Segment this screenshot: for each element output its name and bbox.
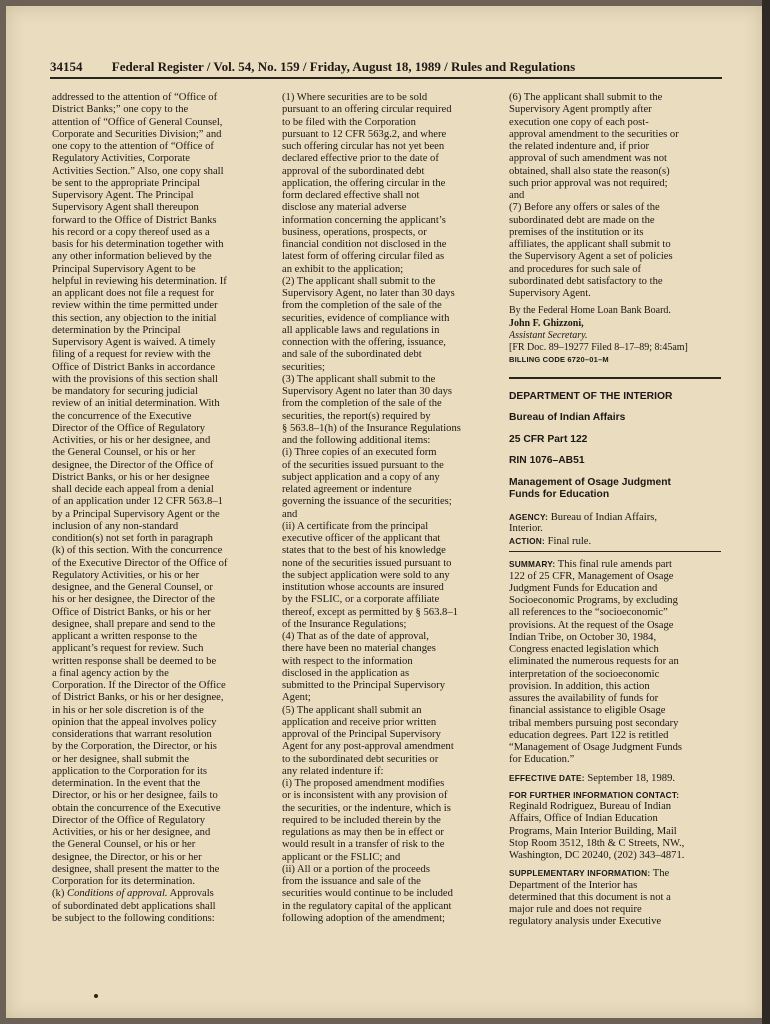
text-line: such offering circular has not yet been	[282, 141, 445, 152]
summary-line: Congress enacted legislation which	[509, 644, 659, 655]
summary-line: education degrees. Part 122 is retitled	[509, 729, 669, 741]
text-line: Regulatory Activities, Corporate	[52, 153, 190, 165]
scan-edge	[762, 0, 770, 1024]
agency-line	[509, 511, 721, 523]
text-line: basis for his determination together with	[52, 239, 224, 250]
summary-line: all references to the “socioeconomic”	[509, 607, 668, 619]
subject-heading-line: Funds for Education	[509, 489, 610, 500]
text-line: declared effective prior to the date of	[282, 153, 439, 165]
text-line: affiliates, the applicant shall submit to	[509, 239, 671, 250]
action-label: ACTION:	[509, 536, 545, 546]
para-k-line: of subordinated debt applications shall	[52, 900, 216, 912]
contact-label-line	[509, 789, 721, 801]
text-line: (ii) All or a portion of the proceeds	[282, 863, 430, 875]
text-line: application, the offering circular in the	[282, 177, 446, 189]
contact-label: FOR FURTHER INFORMATION CONTACT:	[509, 789, 680, 800]
text-line: (3) The applicant shall submit to the	[282, 373, 436, 385]
text-line: be mandatory for securing judicial	[52, 386, 198, 397]
text-line: forward to the Office of District Banks	[52, 214, 217, 226]
text-line: by a Principal Supervisory Agent or the	[52, 508, 220, 520]
document-page	[6, 6, 762, 1018]
text-line: the concurrence of the Executive	[52, 410, 192, 422]
text-line: regulations as may then be in effect or	[282, 827, 444, 838]
column-1-body	[52, 92, 270, 888]
text-line: the Supervisory Agent a set of policies	[509, 251, 673, 263]
summary-line: 122 of 25 CFR, Management of Osage	[509, 570, 674, 582]
rin-heading: RIN 1076–AB51	[509, 455, 585, 466]
contact-line: Stop Room 3512, 18th & C Streets, NW.,	[509, 837, 685, 849]
supp-first: The	[650, 868, 670, 880]
text-line: designee, and the General Counsel, or	[52, 582, 213, 593]
text-line: Supervisory Agent.	[509, 288, 591, 299]
text-line: obtained, shall also state the reason(s)	[509, 165, 670, 177]
text-line: one copy to the attention of “Office of	[52, 141, 214, 152]
para-k-line: be subject to the following conditions:	[52, 912, 215, 924]
text-line: Supervisory Agent promptly after	[509, 104, 652, 116]
text-line: and sale of the subordinated debt	[282, 349, 422, 361]
text-line: thereof, except as permitted by § 563.8–1	[282, 606, 458, 618]
column-3	[509, 92, 721, 929]
text-line: following adoption of the amendment;	[282, 912, 445, 924]
text-line: (7) Before any offers or sales of the	[509, 202, 660, 214]
column-1	[52, 92, 270, 925]
text-line: Supervisory Agent. The Principal	[52, 190, 194, 201]
text-line: condition(s) not set forth in paragraph	[52, 533, 213, 544]
header-rule	[50, 77, 722, 79]
text-line: Supervisory Agent is waived. A timely	[52, 337, 216, 348]
text-line: filing of a request for review with the	[52, 349, 211, 361]
summary-line: “Management of Osage Judgment Funds	[509, 742, 682, 753]
text-line: his or her designee, the Director of the	[52, 594, 215, 606]
text-line: institution whose accounts are insured	[282, 582, 444, 593]
text-line: form declared effective shall not	[282, 190, 420, 201]
text-line: Office of District Banks in accordance	[52, 361, 216, 373]
text-line: securities, the report(s) required by	[282, 410, 431, 422]
text-line: (2) The applicant shall submit to the	[282, 275, 436, 287]
text-line: the General Counsel, or his or her	[52, 447, 196, 459]
text-line: by the Corporation, the Director, or his	[52, 741, 217, 753]
summary-line: assures the availability of funds for	[509, 693, 659, 704]
action-line	[509, 535, 721, 547]
text-line: review of an initial determination. With	[52, 398, 220, 410]
text-line: submitted to the Principal Supervisory	[282, 680, 446, 691]
text-line: there have been no material changes	[282, 643, 436, 655]
running-header	[50, 59, 722, 75]
text-line: helpful in reviewing his determination. If	[52, 275, 227, 287]
text-line: application and receive prior written	[282, 716, 437, 728]
text-line: Corporate and Securities Division;” and	[52, 128, 222, 140]
text-line: District Banks;” one copy to the	[52, 104, 189, 116]
text-line: related agreement or indenture	[282, 484, 412, 495]
text-line: (i) Three copies of an executed form	[282, 447, 437, 459]
text-line: the related indenture and, if prior	[509, 141, 650, 152]
text-line: a final agency action by the	[52, 667, 169, 679]
bureau-heading: Bureau of Indian Affairs	[509, 412, 626, 423]
agency-text: Bureau of Indian Affairs,	[548, 511, 657, 523]
summary-label: SUMMARY:	[509, 559, 556, 570]
column-3-body	[509, 92, 721, 300]
text-line: determination by the Principal	[52, 324, 181, 336]
text-line: considerations that warrant resolution	[52, 729, 212, 740]
text-line: designee, the Director, or his or her	[52, 851, 202, 863]
text-line: designee, shall present the matter to the	[52, 863, 220, 875]
text-line: applicant or the FSLIC; and	[282, 851, 401, 863]
contact-line: Reginald Rodriguez, Bureau of Indian	[509, 801, 672, 812]
text-line: from the issuance and sale of the	[282, 876, 421, 887]
section-rule	[509, 377, 721, 379]
text-line: securities would continue to be included	[282, 888, 453, 900]
text-line: Agent;	[282, 692, 311, 704]
supp-label: SUPPLEMENTARY INFORMATION:	[509, 868, 651, 879]
summary-line: for Education.”	[509, 754, 575, 766]
text-line: from the completion of the sale of the	[282, 398, 442, 410]
text-line: any other information believed by the	[52, 251, 212, 263]
text-line: approval of the Principal Supervisory	[282, 729, 441, 740]
text-line: all applicable laws and regulations in	[282, 324, 440, 336]
contact-line: Washington, DC 20240, (202) 343–4871.	[509, 850, 685, 861]
cfr-part-heading: 25 CFR Part 122	[509, 433, 588, 445]
text-line: latest form of offering circular filed as	[282, 251, 445, 263]
text-line: execution one copy of each post-	[509, 116, 649, 128]
text-line: disclose any material adverse	[282, 202, 407, 214]
text-line: subordinated debt are made on the	[509, 214, 655, 226]
subject-heading-line: Management of Osage Judgment	[509, 476, 671, 488]
text-line: (i) The proposed amendment modifies	[282, 778, 445, 789]
text-line: by the FSLIC, or a corporate affiliate	[282, 594, 440, 606]
summary-first-line	[509, 558, 721, 570]
summary-line: financial assistance to eligible Osage	[509, 705, 666, 717]
contact-line: Affairs, Office of Indian Education	[509, 813, 658, 825]
text-line: none of the securities issued pursuant to	[282, 557, 452, 569]
text-line: with respect to the information	[282, 655, 413, 667]
text-line: applicant a written response to the	[52, 631, 198, 642]
effective-date-line	[509, 772, 721, 784]
text-line: of an application under 12 CFR 563.8–1	[52, 496, 223, 508]
text-line: securities, evidence of compliance with	[282, 312, 450, 324]
text-line: approval of the subordinated debt	[282, 165, 425, 177]
text-line: Director of the Office of Regulatory	[52, 814, 206, 826]
action-rule	[509, 551, 721, 552]
text-line: Activities Section.” Also, one copy shall	[52, 165, 224, 177]
column-2	[282, 92, 502, 925]
text-line: of the Executive Director of the Office of	[52, 557, 228, 569]
text-line: and the following additional items:	[282, 435, 431, 446]
summary-line: Socioeconomic Programs, by excluding	[509, 595, 678, 606]
text-line: would result in a transfer of risk to the	[282, 839, 445, 851]
text-line: any related indenture if:	[282, 765, 384, 777]
action-text: Final rule.	[544, 536, 592, 547]
agency-label: AGENCY:	[509, 511, 549, 522]
text-line: of the securities issued pursuant to the	[282, 459, 444, 471]
supplementary-line: regulatory analysis under Executive	[509, 916, 662, 928]
summary-line: provisions. At the request of the Osage	[509, 619, 674, 631]
text-line: of the Insurance Regulations;	[282, 618, 407, 630]
text-line: (6) The applicant shall submit to the	[509, 92, 663, 103]
text-line: Regulatory Activities, or his or her	[52, 569, 200, 581]
text-line: states that to the best of his knowledge	[282, 545, 446, 557]
text-line: information concerning the applicant’s	[282, 214, 446, 226]
text-line: written response shall be deemed to be	[52, 655, 217, 667]
text-line: securities;	[282, 361, 325, 373]
department-heading: DEPARTMENT OF THE INTERIOR	[509, 390, 673, 402]
text-line: to be filed with the Corporation	[282, 116, 416, 128]
text-line: approval of such amendment was not	[509, 153, 667, 165]
supplementary-first-line	[509, 867, 721, 879]
signature-name: John F. Ghizzoni,	[509, 317, 584, 329]
text-line: District Banks, or his or her designee	[52, 471, 210, 483]
text-line: designee, the Director of the Office of	[52, 459, 214, 471]
text-line: Agent for any post-approval amendment	[282, 741, 454, 753]
text-line: designee, shall prepare and send to the	[52, 618, 216, 630]
para-k-lead: (k)	[52, 888, 68, 900]
speck	[94, 994, 98, 998]
summary-line: tribal members pursuing post secondary	[509, 717, 679, 729]
text-line: shall decide each appeal from a denial	[52, 484, 214, 495]
text-line: this section, any objection to the initial	[52, 312, 217, 324]
text-line: inclusion of any non-standard	[52, 520, 179, 532]
summary-line: Indian Tribe, on October 30, 1984,	[509, 631, 657, 643]
text-line: financial condition not disclosed in the	[282, 239, 447, 250]
text-line: addressed to the attention of “Office of	[52, 92, 218, 103]
text-line: premises of the institution or its	[509, 226, 644, 238]
text-line: Director, or his or her designee, fails to	[52, 790, 218, 802]
supplementary-line: determined that this document is not a	[509, 891, 671, 903]
text-line: be sent to the appropriate Principal	[52, 177, 200, 189]
text-line: application to the Corporation for its	[52, 765, 208, 777]
text-line: disclosed in the application as	[282, 667, 410, 679]
summary-line: provision. In addition, this action	[509, 680, 650, 692]
text-line: Supervisory Agent shall thereupon	[52, 202, 199, 214]
effective-text: September 18, 1989.	[584, 772, 676, 784]
text-line: in the regulatory capital of the applicant	[282, 900, 452, 912]
column-2-body	[282, 92, 502, 925]
text-line: applicant’s request for review. Such	[52, 643, 204, 655]
para-k-italic: Conditions of approval.	[67, 888, 168, 900]
text-line: and procedures for such sale of	[509, 263, 642, 275]
supplementary-line: Department of the Interior has	[509, 879, 638, 891]
text-line: required to be included therein by the	[282, 814, 441, 826]
summary-line: eliminated the numerous requests for an	[509, 656, 679, 668]
text-line: Office of District Banks, or his or her	[52, 606, 211, 618]
text-line: Activities, or his or her designee, and	[52, 435, 211, 446]
text-line: Supervisory Agent no later than 30 days	[282, 386, 453, 397]
text-line: the securities, or the indenture, which is	[282, 802, 451, 814]
signature-title: Assistant Secretary.	[509, 329, 588, 341]
text-line: from the completion of the sale of the	[282, 300, 442, 312]
running-title: Federal Register / Vol. 54, No. 159 / Friday, August 18, 1989 / Rules and Regulations	[111, 59, 576, 74]
text-line: determination. In the event that the	[52, 778, 201, 789]
text-line: governing the issuance of the securities;	[282, 496, 452, 508]
text-line: subject application and a copy of any	[282, 471, 440, 483]
text-line: Director of the Office of Regulatory	[52, 422, 206, 434]
text-line: or is inconsistent with any provision of	[282, 790, 448, 802]
effective-label: EFFECTIVE DATE:	[509, 772, 585, 783]
text-line: connection with the offering, issuance,	[282, 337, 446, 348]
text-line: or her designee, shall submit the	[52, 753, 190, 765]
text-line: (ii) A certificate from the principal	[282, 520, 429, 532]
supplementary-body	[509, 880, 721, 929]
text-line: of District Banks, or his or her designee,	[52, 692, 224, 704]
contact-body	[509, 801, 721, 862]
text-line: Corporation for its determination.	[52, 876, 195, 887]
text-line: executive officer of the applicant that	[282, 533, 441, 544]
para-k-rest: Approvals	[167, 888, 214, 900]
text-line: obtain the concurrence of the Executive	[52, 802, 221, 814]
summary-line: interpretation of the socioeconomic	[509, 668, 660, 680]
text-line: his record or a copy thereof used as a	[52, 226, 210, 238]
text-line: and	[282, 508, 298, 520]
text-line: in his or her sole discretion is of the	[52, 704, 204, 716]
text-line: approval amendment to the securities or	[509, 128, 679, 140]
billing-code: BILLING CODE 6720–01–M	[509, 355, 609, 365]
text-line: business, operations, prospects, or	[282, 226, 427, 238]
text-line: § 563.8–1(h) of the Insurance Regulations	[282, 422, 461, 434]
text-line: Activities, or his or her designee, and	[52, 827, 211, 838]
text-line: to the subordinated debt securities or	[282, 753, 439, 765]
text-line: such prior approval was not required;	[509, 177, 668, 189]
contact-line: Programs, Main Interior Building, Mail	[509, 825, 677, 837]
text-line: the General Counsel, or his or her	[52, 839, 196, 851]
supplementary-line: major rule and does not require	[509, 904, 642, 915]
signature-by: By the Federal Home Loan Bank Board.	[509, 305, 671, 317]
paragraph-k-heading	[52, 888, 270, 900]
text-line: (5) The applicant shall submit an	[282, 704, 422, 716]
agency-line-2: Interior.	[509, 522, 543, 534]
text-line: an applicant does not file a request for	[52, 288, 215, 299]
text-line: opinion that the appeal involves policy	[52, 716, 217, 728]
summary-body	[509, 571, 721, 767]
text-line: (k) of this section. With the concurrence	[52, 545, 223, 557]
summary-first: This final rule amends part	[555, 559, 672, 571]
text-line: pursuant to 12 CFR 563g.2, and where	[282, 128, 447, 140]
text-line: subordinated debt satisfactory to the	[509, 275, 663, 287]
text-line: attention of “Office of General Counsel,	[52, 116, 223, 128]
summary-line: Judgment Funds for Education and	[509, 582, 658, 594]
text-line: the subject application were sold to any	[282, 569, 450, 581]
text-line: pursuant to an offering circular required	[282, 104, 452, 116]
text-line: an exhibit to the application;	[282, 263, 404, 275]
text-line: (1) Where securities are to be sold	[282, 92, 428, 103]
text-line: with the provisions of this section shall	[52, 373, 218, 385]
text-line: and	[509, 190, 525, 201]
fr-doc-line: [FR Doc. 89–19277 Filed 8–17–89; 8:45am]	[509, 342, 688, 353]
text-line: review within the time permitted under	[52, 300, 218, 312]
page-number: 34154	[50, 59, 83, 74]
text-line: Corporation. If the Director of the Office	[52, 680, 226, 691]
text-line: Supervisory Agent, no later than 30 days	[282, 288, 455, 299]
text-line: Principal Supervisory Agent to be	[52, 263, 196, 275]
text-line: (4) That as of the date of approval,	[282, 631, 429, 642]
